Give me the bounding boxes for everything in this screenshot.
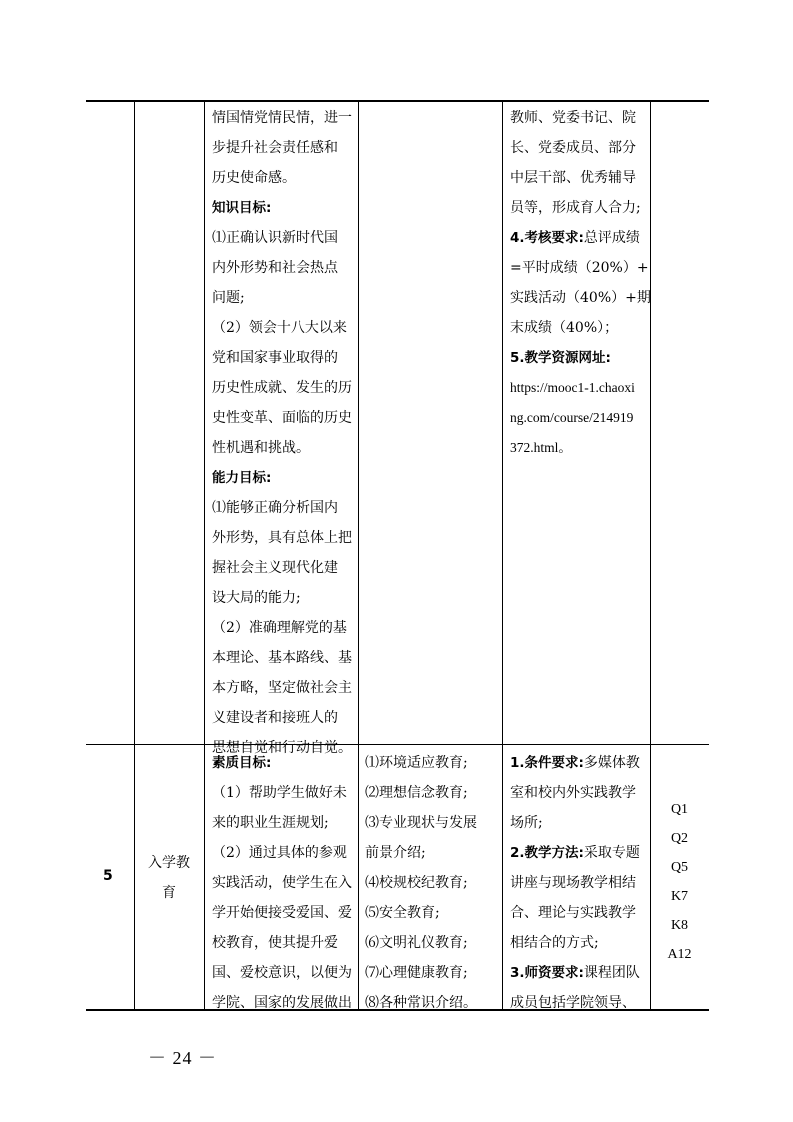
text-line bbox=[510, 748, 650, 778]
requirement-text: =平时成绩（20%）+ bbox=[510, 260, 649, 276]
col-line-3 bbox=[358, 100, 359, 1011]
text-line bbox=[510, 778, 650, 808]
text-line: ⑹文明礼仪教育; bbox=[365, 935, 468, 951]
text-line: 学开始便接受爱国、爱 bbox=[212, 905, 352, 921]
text-line: ⑴环境适应教育; bbox=[365, 755, 468, 771]
requirement-text: 室和校内外实践教学 bbox=[510, 785, 636, 801]
text-line: 设大局的能力; bbox=[212, 590, 301, 606]
text-line bbox=[510, 898, 650, 928]
course-objectives-cell bbox=[212, 748, 358, 1018]
text-line: 思想自觉和行动自觉。 bbox=[212, 740, 352, 756]
text-line bbox=[510, 103, 650, 133]
table-top-border bbox=[86, 100, 709, 102]
text-line: （2）领会十八大以来 bbox=[212, 320, 347, 336]
text-line bbox=[510, 958, 650, 988]
text-line: 问题; bbox=[212, 290, 245, 306]
text-line: 历史使命感。 bbox=[212, 170, 296, 186]
row-divider bbox=[86, 744, 709, 745]
competency-code: K8 bbox=[670, 918, 689, 933]
course-name-line: 育 bbox=[162, 885, 176, 901]
text-line: 前景介绍; bbox=[365, 845, 426, 861]
text-line: ⑵理想信念教育; bbox=[365, 785, 468, 801]
text-line: ⑺心理健康教育; bbox=[365, 965, 468, 981]
text-line: 步提升社会责任感和 bbox=[212, 140, 338, 156]
text-line: 学院、国家的发展做出 bbox=[212, 995, 352, 1011]
requirement-text: 成员包括学院领导、 bbox=[510, 995, 636, 1011]
course-objectives-cell bbox=[212, 103, 358, 763]
col-line-2 bbox=[204, 100, 205, 1011]
text-line bbox=[510, 988, 650, 1018]
course-topics-cell bbox=[365, 748, 502, 1018]
text-line: ⑶专业现状与发展 bbox=[365, 815, 477, 831]
course-name bbox=[134, 848, 204, 908]
requirement-text: 末成绩（40%）； bbox=[510, 320, 619, 336]
text-line: 内外形势和社会热点 bbox=[212, 260, 338, 276]
competency-code: K7 bbox=[670, 889, 689, 904]
competency-code: Q1 bbox=[670, 802, 689, 817]
text-line: 史性变革、面临的历史 bbox=[212, 410, 352, 426]
requirement-label: 1.条件要求: bbox=[510, 755, 584, 771]
requirement-text: 总评成绩 bbox=[583, 230, 640, 246]
requirement-label: 4.考核要求: bbox=[510, 230, 584, 246]
text-line bbox=[510, 433, 650, 463]
text-line: 情国情党情民情，进一 bbox=[212, 110, 352, 126]
text-line bbox=[510, 808, 650, 838]
requirement-text: 教师、党委书记、院 bbox=[510, 110, 636, 126]
text-line bbox=[510, 343, 650, 373]
requirement-text: 员等，形成育人合力; bbox=[510, 200, 641, 216]
requirement-text: 多媒体教 bbox=[583, 755, 640, 771]
resource-url: 372.html。 bbox=[510, 440, 572, 455]
text-line bbox=[510, 928, 650, 958]
text-line bbox=[510, 283, 650, 313]
requirement-label: 2.教学方法: bbox=[510, 845, 584, 861]
competency-codes bbox=[650, 795, 709, 969]
requirement-text: 实践活动（40%）+期 bbox=[510, 290, 651, 306]
resource-url: ng.com/course/214919 bbox=[510, 410, 634, 425]
requirement-label: 3.师资要求: bbox=[510, 965, 584, 981]
requirement-text: 相结合的方式; bbox=[510, 935, 599, 951]
text-line bbox=[510, 373, 650, 403]
text-line: ⑴正确认识新时代国 bbox=[212, 230, 338, 246]
text-line: ⑻各种常识介绍。 bbox=[365, 995, 477, 1011]
text-line bbox=[510, 223, 650, 253]
text-line: ⑴能够正确分析国内 bbox=[212, 500, 338, 516]
requirement-label: 5.教学资源网址: bbox=[510, 350, 611, 366]
section-heading: 知识目标: bbox=[212, 200, 272, 216]
page-number: － 24 － bbox=[148, 1048, 217, 1068]
requirement-text: 合、理论与实践教学 bbox=[510, 905, 636, 921]
text-line: 历史性成就、发生的历 bbox=[212, 380, 352, 396]
text-line: ⑷校规校纪教育; bbox=[365, 875, 468, 891]
text-line: 实践活动，使学生在入 bbox=[212, 875, 352, 891]
text-line: 党和国家事业取得的 bbox=[212, 350, 338, 366]
requirement-text: 场所; bbox=[510, 815, 543, 831]
course-requirements-cell bbox=[510, 103, 650, 463]
text-line bbox=[510, 193, 650, 223]
text-line: 握社会主义现代化建 bbox=[212, 560, 338, 576]
text-line: 来的职业生涯规划; bbox=[212, 815, 329, 831]
text-line bbox=[510, 313, 650, 343]
text-line bbox=[510, 163, 650, 193]
course-number: 5 bbox=[103, 868, 113, 884]
text-line: 本方略，坚定做社会主 bbox=[212, 680, 352, 696]
text-line: 外形势，具有总体上把 bbox=[212, 530, 352, 546]
competency-code: Q2 bbox=[670, 831, 689, 846]
competency-code: Q5 bbox=[670, 860, 689, 875]
text-line: 校教育，使其提升爱 bbox=[212, 935, 338, 951]
requirement-text: 采取专题 bbox=[583, 845, 640, 861]
text-line bbox=[510, 403, 650, 433]
section-heading: 素质目标: bbox=[212, 755, 272, 771]
text-line bbox=[510, 868, 650, 898]
text-line bbox=[510, 133, 650, 163]
col-line-4 bbox=[502, 100, 503, 1011]
text-line: （2）准确理解党的基 bbox=[212, 620, 347, 636]
section-heading: 能力目标: bbox=[212, 470, 272, 486]
text-line: ⑸安全教育; bbox=[365, 905, 440, 921]
text-line: 性机遇和挑战。 bbox=[212, 440, 310, 456]
text-line: 义建设者和接班人的 bbox=[212, 710, 338, 726]
text-line: 国、爱校意识，以便为 bbox=[212, 965, 352, 981]
text-line bbox=[510, 253, 650, 283]
text-line: （1）帮助学生做好未 bbox=[212, 785, 347, 801]
course-requirements-cell bbox=[510, 748, 650, 1018]
text-line bbox=[510, 838, 650, 868]
requirement-text: 课程团队 bbox=[583, 965, 640, 981]
resource-url: https://mooc1-1.chaoxi bbox=[510, 380, 635, 395]
requirement-text: 讲座与现场教学相结 bbox=[510, 875, 636, 891]
text-line: 本理论、基本路线、基 bbox=[212, 650, 352, 666]
text-line: （2）通过具体的参观 bbox=[212, 845, 347, 861]
competency-code: A12 bbox=[667, 947, 692, 962]
requirement-text: 长、党委成员、部分 bbox=[510, 140, 636, 156]
requirement-text: 中层干部、优秀辅导 bbox=[510, 170, 636, 186]
course-name-line: 入学教 bbox=[148, 855, 190, 871]
